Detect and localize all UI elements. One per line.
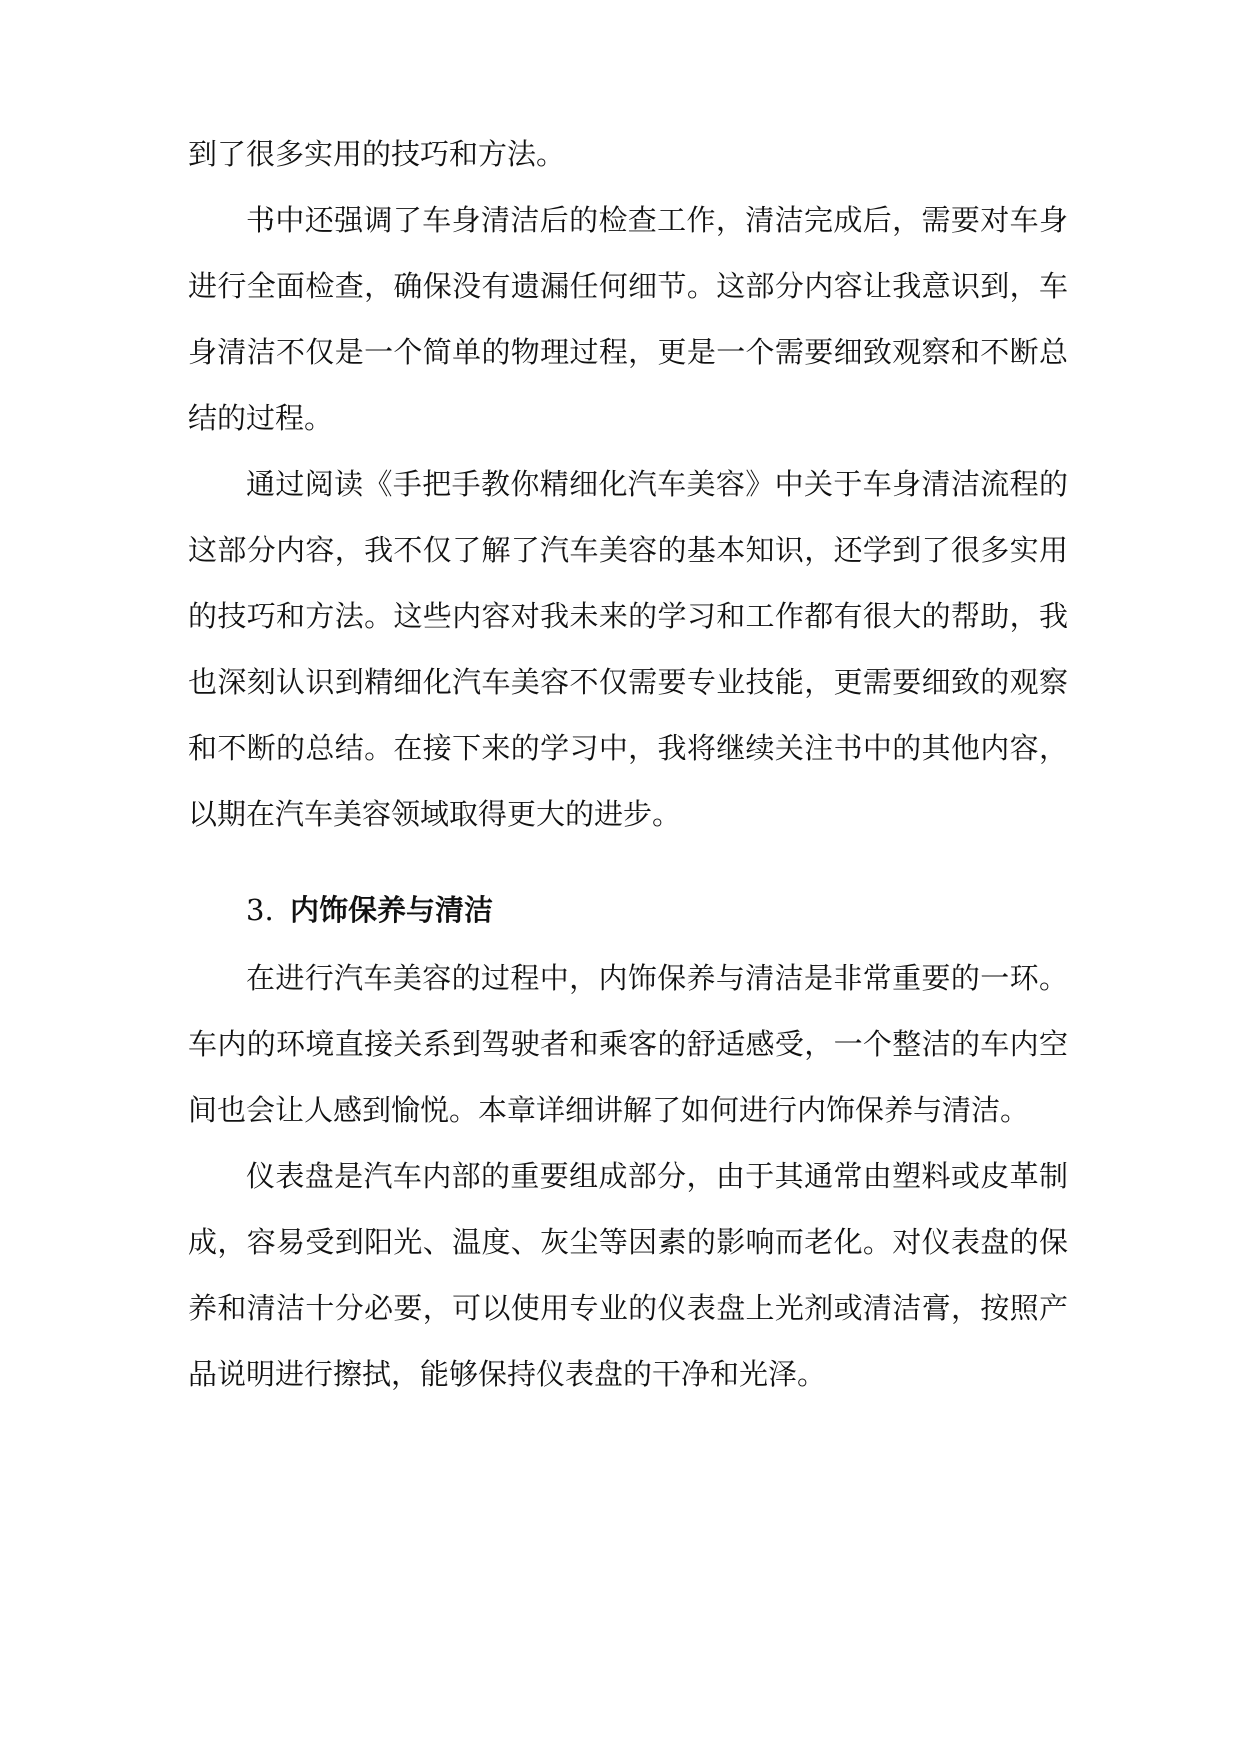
paragraph-line: 品说明进行擦拭，能够保持仪表盘的干净和光泽。 [188,1357,827,1391]
paragraph-line: 这部分内容，我不仅了解了汽车美容的基本知识，还学到了很多实用 [188,533,1068,567]
paragraph-line: 的技巧和方法。这些内容对我未来的学习和工作都有很大的帮助，我 [188,599,1068,633]
section-number: 3. [246,893,274,927]
paragraph-line: 书中还强调了车身清洁后的检查工作，清洁完成后，需要对车身 [246,203,1068,237]
section-heading [246,890,493,930]
section-title: 内饰保养与清洁 [290,893,494,927]
paragraph-line: 车内的环境直接关系到驾驶者和乘客的舒适感受，一个整洁的车内空 [188,1027,1068,1061]
paragraph-line: 也深刻认识到精细化汽车美容不仅需要专业技能，更需要细致的观察 [188,665,1068,699]
paragraph-line: 进行全面检查，确保没有遗漏任何细节。这部分内容让我意识到，车 [188,269,1068,303]
paragraph-line: 以期在汽车美容领域取得更大的进步。 [188,797,682,831]
paragraph-line: 间也会让人感到愉悦。本章详细讲解了如何进行内饰保养与清洁。 [188,1093,1030,1127]
paragraph-line: 在进行汽车美容的过程中，内饰保养与清洁是非常重要的一环。 [246,961,1068,995]
paragraph-line: 通过阅读《手把手教你精细化汽车美容》中关于车身清洁流程的 [246,467,1068,501]
paragraph-line: 身清洁不仅是一个简单的物理过程，更是一个需要细致观察和不断总 [188,335,1068,369]
paragraph-line: 养和清洁十分必要，可以使用专业的仪表盘上光剂或清洁膏，按照产 [188,1291,1068,1325]
paragraph-line: 到了很多实用的技巧和方法。 [188,137,566,171]
paragraph-line: 成，容易受到阳光、温度、灰尘等因素的影响而老化。对仪表盘的保 [188,1225,1068,1259]
paragraph-line: 仪表盘是汽车内部的重要组成部分，由于其通常由塑料或皮革制 [246,1159,1068,1193]
paragraph-line: 和不断的总结。在接下来的学习中，我将继续关注书中的其他内容， [188,731,1068,765]
paragraph-line: 结的过程。 [188,401,334,435]
